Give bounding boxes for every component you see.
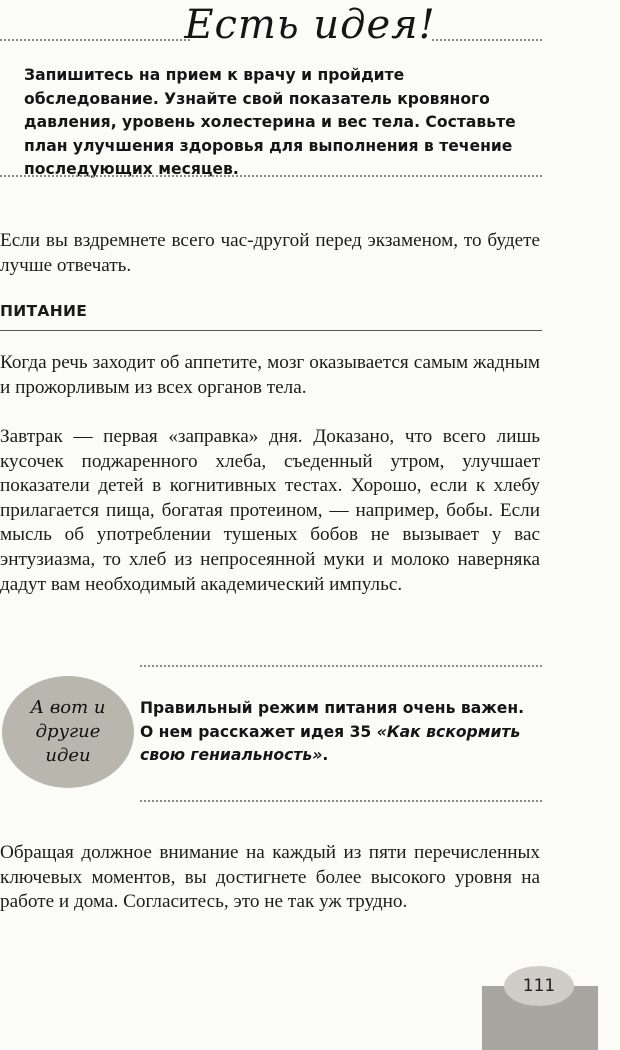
sidebar-text-end: . bbox=[322, 746, 329, 764]
sidebar-text-link: «Как вскормить свою гениальность» bbox=[140, 722, 521, 764]
other-ideas-label: А вот и другие идеи bbox=[30, 697, 106, 766]
section-heading-rule bbox=[0, 330, 542, 331]
sidebar-text bbox=[140, 697, 542, 768]
idea-box-text: Запишитесь на прием к врачу и пройдите обследование. Узнайте свой показатель кровяного давления, уровень холестерина и вес тела. Составьте план улучшения здоровья для выполнения в течение последующих месяцев. bbox=[24, 66, 516, 178]
page-number: 111 bbox=[504, 966, 574, 1006]
idea-box-title: Есть идея! bbox=[184, 2, 436, 48]
title-rule-right bbox=[432, 39, 542, 41]
idea-box-bottom-rule bbox=[0, 175, 542, 177]
sidebar-top-rule bbox=[140, 665, 542, 667]
title-rule-left bbox=[0, 39, 190, 41]
section-heading: ПИТАНИЕ bbox=[0, 302, 88, 320]
other-ideas-badge bbox=[2, 676, 134, 788]
paragraph-nap: Если вы вздремнете всего час-другой перед экзаменом, то будете лучше отвечать. bbox=[0, 230, 540, 276]
paragraph-appetite: Когда речь заходит об аппетите, мозг оказывается самым жадным и прожорливым из всех органов тела. bbox=[0, 352, 540, 398]
sidebar-bottom-rule bbox=[140, 800, 542, 802]
paragraph-closing: Обращая должное внимание на каждый из пяти перечисленных ключевых моментов, вы достигнете более высокого уровня на работе и дома. Согласитесь, это не так уж трудно. bbox=[0, 842, 540, 913]
paragraph-breakfast: Завтрак — первая «заправка» дня. Доказано, что всего лишь кусочек поджаренного хлеба, съеденный утром, улучшает показатели детей в когнитивных тестах. Хорошо, если к хлебу прилагается пища, богатая протеином, — например, бобы. Если мысль об употреблении тушеных бобов не вызывает у вас энтузиазма, то хлеб из непросеянной муки и молоко наверняка дадут вам необходимый академический импульс. bbox=[0, 426, 540, 595]
sidebar-text-plain: Правильный режим питания очень важен. О нем расскажет идея 35 bbox=[140, 699, 525, 741]
